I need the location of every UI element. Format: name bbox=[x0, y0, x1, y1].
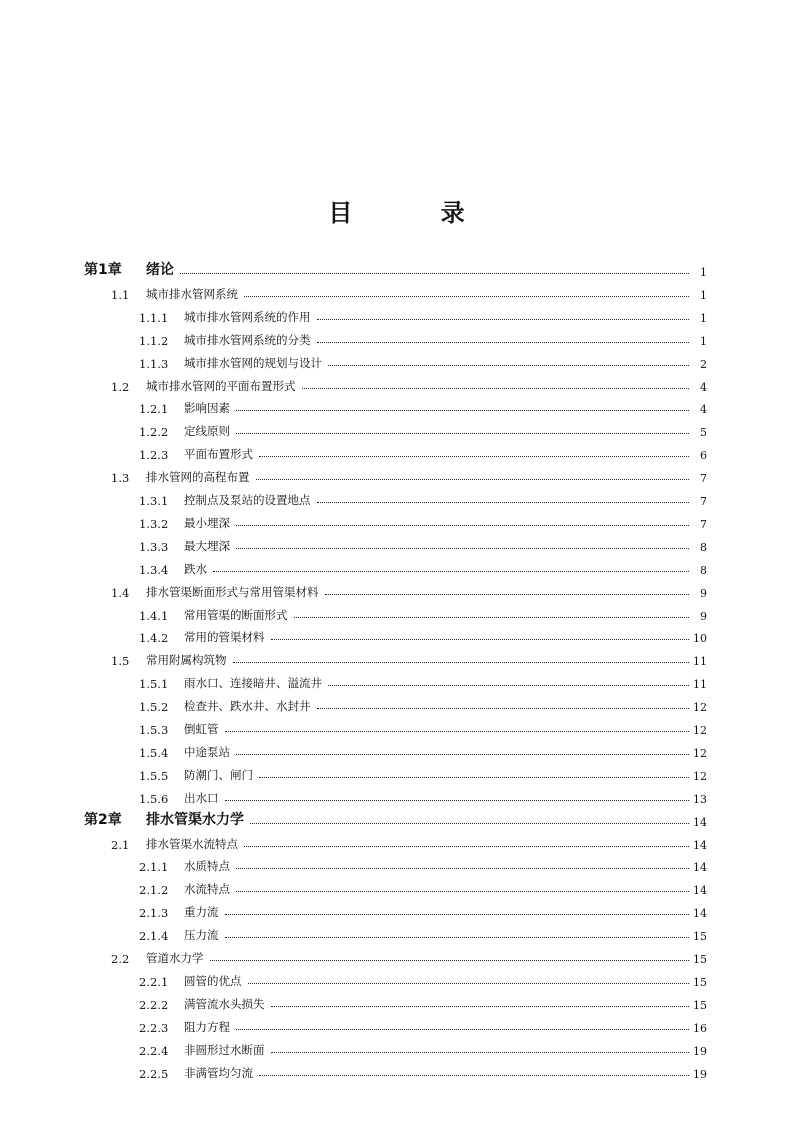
toc-entry-number: 1.1.2 bbox=[139, 333, 169, 348]
toc-entry-title: 影响因素 bbox=[184, 401, 230, 416]
toc-entry-title: 排水管渠水力学 bbox=[146, 811, 244, 828]
toc-entry-title: 重力流 bbox=[184, 905, 219, 920]
toc-entry-number: 1.1 bbox=[111, 287, 130, 302]
dot-leader bbox=[236, 754, 689, 755]
toc-entry-number: 第1章 bbox=[84, 262, 122, 278]
toc-subsection[interactable] bbox=[139, 784, 707, 806]
toc-entry-page: 11 bbox=[693, 655, 707, 669]
toc-entry-number: 2.2.5 bbox=[139, 1066, 169, 1081]
toc-entry-number: 2.1.3 bbox=[139, 906, 169, 921]
toc-entry-page: 14 bbox=[693, 884, 707, 898]
toc-entry-number: 1.3 bbox=[111, 471, 130, 486]
toc-subsection[interactable] bbox=[139, 669, 707, 691]
toc-entry-title: 水质特点 bbox=[184, 859, 230, 874]
toc-entry-number: 1.4.2 bbox=[139, 631, 169, 646]
toc-section[interactable] bbox=[111, 830, 707, 852]
toc-entry-page: 9 bbox=[700, 609, 707, 623]
toc-subsection[interactable] bbox=[139, 692, 707, 714]
toc-entry-number: 1.4.1 bbox=[139, 608, 169, 623]
toc-entry-title: 排水管网的高程布置 bbox=[146, 470, 250, 485]
toc-entry-title: 最小埋深 bbox=[184, 515, 230, 530]
toc-entry-number: 1.4 bbox=[111, 585, 130, 600]
toc-entry-title: 最大埋深 bbox=[184, 538, 230, 553]
toc-subsection[interactable] bbox=[139, 1059, 707, 1081]
toc-entry-page: 14 bbox=[693, 861, 707, 875]
toc-entry-title: 排水管渠水流特点 bbox=[146, 836, 238, 851]
toc-subsection[interactable] bbox=[139, 440, 707, 462]
toc-entry-title: 城市排水管网的规划与设计 bbox=[184, 355, 322, 370]
dot-leader bbox=[256, 479, 690, 480]
toc-entry-number: 2.1 bbox=[111, 837, 130, 852]
toc-entry-title: 管道水力学 bbox=[146, 951, 204, 965]
toc-subsection[interactable] bbox=[139, 1013, 707, 1035]
toc-entry-title: 常用的管渠材料 bbox=[184, 630, 265, 645]
toc-subsection[interactable] bbox=[139, 990, 707, 1012]
toc-section[interactable] bbox=[111, 463, 707, 485]
dot-leader bbox=[225, 731, 690, 732]
toc-entry-number: 1.2.1 bbox=[139, 402, 169, 417]
toc-entry-page: 6 bbox=[700, 449, 707, 463]
dot-leader bbox=[325, 594, 690, 595]
toc-entry-number: 1.2.2 bbox=[139, 425, 169, 440]
toc-chapter[interactable] bbox=[84, 807, 707, 829]
toc-entry-title: 绪论 bbox=[146, 262, 174, 278]
toc-subsection[interactable] bbox=[139, 303, 707, 325]
toc-subsection[interactable] bbox=[139, 417, 707, 439]
toc-subsection[interactable] bbox=[139, 852, 707, 874]
toc-entry-title: 倒虹管 bbox=[184, 722, 219, 736]
toc-entry-page: 4 bbox=[700, 403, 707, 417]
toc-entry-number: 1.3.1 bbox=[139, 494, 169, 508]
dot-leader bbox=[271, 1006, 690, 1007]
toc-entry-page: 13 bbox=[693, 792, 707, 806]
toc-entry-number: 2.2 bbox=[111, 952, 130, 966]
toc-entry-title: 跌水 bbox=[184, 561, 207, 576]
dot-leader bbox=[225, 800, 690, 801]
dot-leader bbox=[236, 548, 689, 549]
dot-leader bbox=[328, 685, 689, 686]
toc-subsection[interactable] bbox=[139, 555, 707, 577]
toc-entry-number: 1.5.5 bbox=[139, 768, 169, 783]
dot-leader bbox=[236, 525, 689, 526]
dot-leader bbox=[236, 433, 689, 434]
toc-entry-page: 15 bbox=[693, 953, 707, 966]
toc-entry-number: 1.5 bbox=[111, 654, 130, 669]
toc-entry-page: 19 bbox=[693, 1067, 707, 1081]
toc-entry-page: 5 bbox=[700, 426, 707, 440]
toc-entry-page: 15 bbox=[693, 998, 707, 1012]
toc-entry-page: 16 bbox=[693, 1021, 707, 1035]
dot-leader bbox=[317, 342, 690, 343]
toc-entry-number: 1.5.6 bbox=[139, 791, 169, 806]
dot-leader bbox=[213, 571, 689, 572]
toc-entry-page: 12 bbox=[693, 701, 707, 715]
toc-subsection[interactable] bbox=[139, 898, 707, 920]
toc-entry-number: 2.2.1 bbox=[139, 974, 169, 989]
toc-entry-page: 2 bbox=[700, 357, 707, 371]
toc-entry-page: 9 bbox=[700, 586, 707, 600]
dot-leader bbox=[259, 456, 689, 457]
toc-entry-title: 非满管均匀流 bbox=[184, 1065, 253, 1080]
toc-entry-number: 1.2 bbox=[111, 379, 130, 394]
toc-subsection[interactable] bbox=[139, 623, 707, 645]
toc-subsection[interactable] bbox=[139, 601, 707, 623]
toc-entry-page: 1 bbox=[700, 288, 707, 302]
dot-leader bbox=[236, 868, 689, 869]
toc-entry-page: 14 bbox=[693, 838, 707, 852]
dot-leader bbox=[236, 1029, 689, 1030]
toc-entry-title: 非圆形过水断面 bbox=[184, 1042, 265, 1057]
dot-leader bbox=[236, 410, 689, 411]
toc-entry-title: 圆管的优点 bbox=[184, 973, 242, 988]
toc-entry-title: 压力流 bbox=[184, 928, 219, 943]
toc-entry-page: 12 bbox=[693, 724, 707, 737]
toc-section[interactable] bbox=[111, 646, 707, 668]
toc-entry-page: 8 bbox=[700, 563, 707, 577]
dot-leader bbox=[210, 960, 690, 961]
toc-entry-number: 2.2.2 bbox=[139, 997, 169, 1012]
toc-entry-number: 2.1.2 bbox=[139, 883, 169, 898]
dot-leader bbox=[259, 1075, 689, 1076]
toc-entry-number: 1.3.2 bbox=[139, 516, 169, 531]
dot-leader bbox=[244, 846, 689, 847]
toc-entry-number: 1.3.4 bbox=[139, 562, 169, 577]
toc-entry-number: 1.1.1 bbox=[139, 310, 169, 325]
toc-entry-title: 中途泵站 bbox=[184, 744, 230, 759]
toc-entry-page: 14 bbox=[693, 907, 707, 921]
toc-entry-title: 平面布置形式 bbox=[184, 447, 253, 462]
toc-entry-title: 排水管渠断面形式与常用管渠材料 bbox=[146, 584, 319, 599]
toc-entry-number: 1.5.1 bbox=[139, 677, 169, 692]
toc-entry-title: 防潮门、闸门 bbox=[184, 767, 253, 782]
dot-leader bbox=[250, 823, 689, 824]
toc-entry-page: 4 bbox=[700, 380, 707, 394]
dot-leader bbox=[233, 662, 690, 663]
page-title: 目 录 bbox=[328, 199, 505, 227]
toc-subsection[interactable] bbox=[139, 1036, 707, 1058]
toc-entry-title: 常用管渠的断面形式 bbox=[184, 607, 288, 622]
dot-leader bbox=[317, 319, 690, 320]
toc-entry-page: 1 bbox=[700, 311, 707, 325]
toc-section[interactable] bbox=[111, 944, 707, 966]
toc-subsection[interactable] bbox=[139, 875, 707, 897]
dot-leader bbox=[317, 708, 690, 709]
toc-entry-title: 城市排水管网的平面布置形式 bbox=[146, 378, 296, 393]
toc-entry-page: 15 bbox=[693, 930, 707, 944]
toc-subsection[interactable] bbox=[139, 486, 707, 508]
toc-section[interactable] bbox=[111, 578, 707, 600]
toc-subsection[interactable] bbox=[139, 967, 707, 989]
dot-leader bbox=[248, 983, 690, 984]
dot-leader bbox=[294, 617, 690, 618]
toc-entry-page: 12 bbox=[693, 769, 707, 783]
toc-subsection[interactable] bbox=[139, 532, 707, 554]
dot-leader bbox=[328, 365, 689, 366]
toc-entry-page: 1 bbox=[700, 266, 707, 279]
toc-subsection[interactable] bbox=[139, 921, 707, 943]
toc-entry-page: 15 bbox=[693, 975, 707, 989]
toc-entry-title: 城市排水管网系统 bbox=[146, 286, 238, 301]
toc-entry-title: 检查井、跌水井、水封井 bbox=[184, 699, 311, 714]
toc-entry-title: 雨水口、连接暗井、溢流井 bbox=[184, 676, 322, 691]
toc-entry-title: 城市排水管网系统的分类 bbox=[184, 332, 311, 347]
toc-entry-number: 1.3.3 bbox=[139, 539, 169, 554]
toc-entry-number: 1.2.3 bbox=[139, 448, 169, 463]
toc-entry-page: 10 bbox=[693, 632, 707, 646]
dot-leader bbox=[225, 937, 690, 938]
toc-entry-page: 7 bbox=[700, 472, 707, 486]
toc-entry-number: 2.2.3 bbox=[139, 1020, 169, 1035]
dot-leader bbox=[180, 273, 689, 274]
dot-leader bbox=[244, 296, 689, 297]
toc-entry-page: 11 bbox=[693, 678, 707, 692]
toc-entry-number: 2.2.4 bbox=[139, 1043, 169, 1058]
dot-leader bbox=[225, 914, 690, 915]
toc-subsection[interactable] bbox=[139, 738, 707, 760]
toc-subsection[interactable] bbox=[139, 761, 707, 783]
toc-entry-title: 城市排水管网系统的作用 bbox=[184, 309, 311, 324]
toc-subsection[interactable] bbox=[139, 349, 707, 371]
toc-entry-page: 19 bbox=[693, 1044, 707, 1058]
toc-entry-title: 定线原则 bbox=[184, 424, 230, 439]
toc-entry-number: 1.5.4 bbox=[139, 745, 169, 760]
toc-subsection[interactable] bbox=[139, 394, 707, 416]
toc-entry-title: 阻力方程 bbox=[184, 1019, 230, 1034]
toc-entry-page: 8 bbox=[700, 540, 707, 554]
toc-entry-page: 7 bbox=[700, 517, 707, 531]
toc-entry-title: 控制点及泵站的设置地点 bbox=[184, 493, 311, 507]
dot-leader bbox=[271, 639, 690, 640]
dot-leader bbox=[302, 388, 690, 389]
toc-entry-page: 1 bbox=[700, 334, 707, 348]
toc-chapter[interactable] bbox=[84, 257, 707, 279]
toc-entry-number: 1.1.3 bbox=[139, 356, 169, 371]
dot-leader bbox=[271, 1052, 690, 1053]
toc-entry-number: 2.1.4 bbox=[139, 929, 169, 944]
toc-entry-number: 2.1.1 bbox=[139, 860, 169, 875]
toc-section[interactable] bbox=[111, 372, 707, 394]
toc-entry-title: 常用附属构筑物 bbox=[146, 653, 227, 668]
toc-entry-title: 满管流水头损失 bbox=[184, 996, 265, 1011]
toc-subsection[interactable] bbox=[139, 715, 707, 737]
toc-subsection[interactable] bbox=[139, 509, 707, 531]
toc-entry-number: 1.5.2 bbox=[139, 700, 169, 715]
toc-entry-page: 12 bbox=[693, 746, 707, 760]
toc-subsection[interactable] bbox=[139, 326, 707, 348]
toc-entry-number: 第2章 bbox=[84, 811, 122, 828]
dot-leader bbox=[317, 502, 690, 503]
toc-entry-page: 14 bbox=[693, 815, 707, 829]
toc-entry-title: 出水口 bbox=[184, 790, 219, 805]
toc-entry-title: 水流特点 bbox=[184, 882, 230, 897]
toc-entry-number: 1.5.3 bbox=[139, 723, 169, 737]
toc-entry-page: 7 bbox=[700, 495, 707, 508]
toc-section[interactable] bbox=[111, 280, 707, 302]
dot-leader bbox=[236, 891, 689, 892]
dot-leader bbox=[259, 777, 689, 778]
